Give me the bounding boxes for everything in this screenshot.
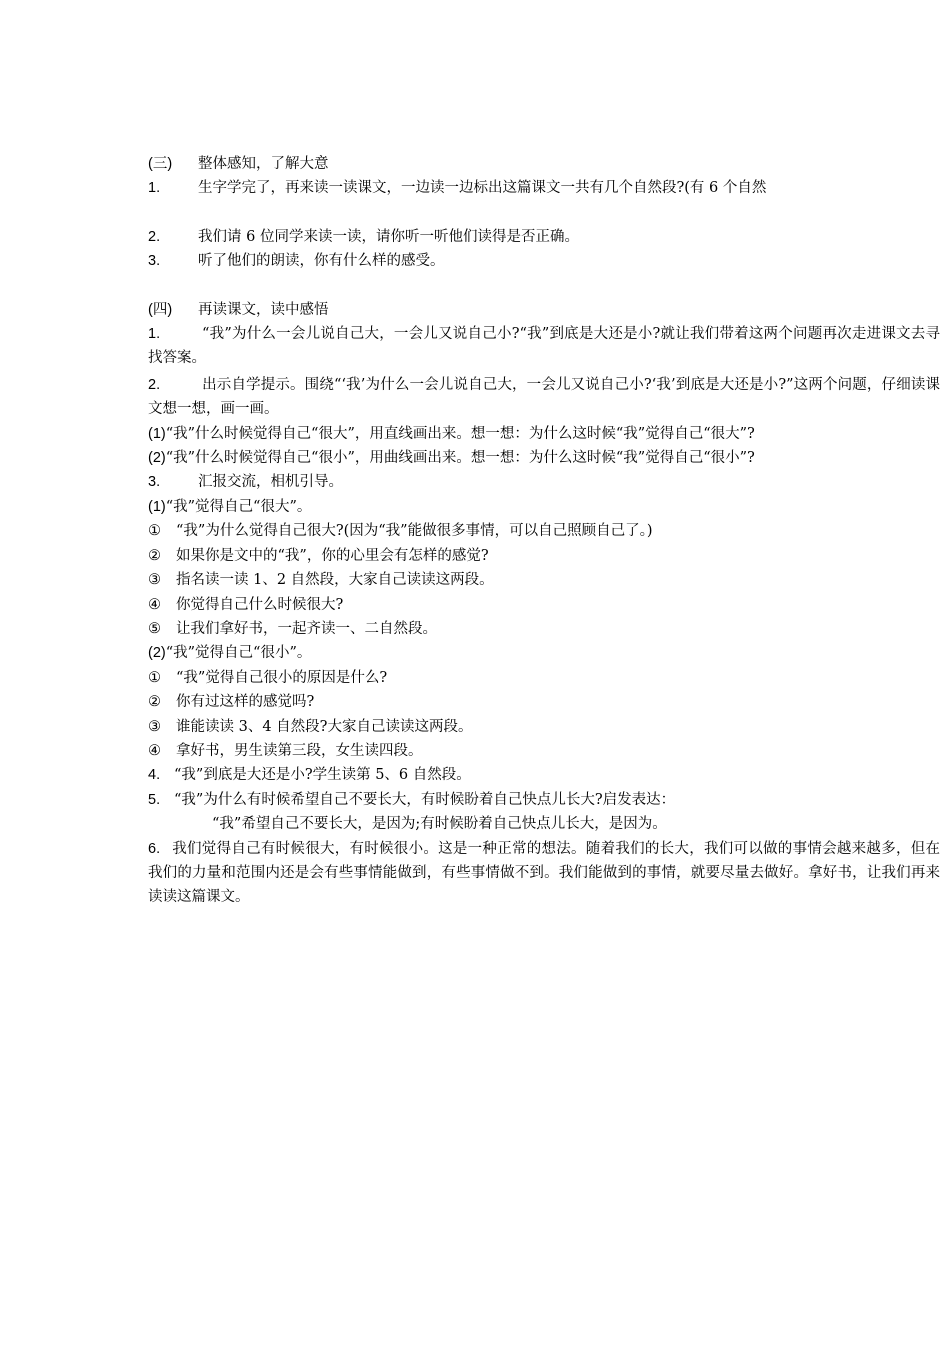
section-4-sub-2 [148, 446, 940, 470]
part-1-point-5 [148, 617, 940, 641]
part-text: “我”觉得自己“很大”。 [165, 498, 312, 515]
item-number: 6. [148, 840, 161, 857]
point-text: 让我们拿好书，一起齐读一、二自然段。 [176, 620, 437, 637]
circled-number: ④ [148, 742, 161, 759]
item-text: 生字学完了，再来读一读课文，一边读一边标出这篇课文一共有几个自然段?(有 6 个自然 [198, 180, 767, 197]
circled-number: ③ [148, 718, 161, 735]
item-number: 1. [148, 180, 161, 197]
document-page [148, 152, 940, 910]
section-4-item-3 [148, 470, 940, 494]
section-3-item-2 [148, 225, 940, 249]
item-text: 出示自学提示。围绕“‘我’为什么一会儿说自己大，一会儿又说自己小?‘我’到底是大还是小?”这两个问题，仔细读课文想一想，画一画。 [148, 376, 940, 418]
item-number: 2. [148, 228, 161, 245]
section-4-item-1 [148, 322, 940, 371]
point-text: 你觉得自己什么时候很大? [176, 596, 344, 613]
part-2-heading [148, 641, 940, 665]
section-4-item-6 [148, 837, 940, 910]
circled-number: ① [148, 669, 161, 686]
section-4-sub-1 [148, 422, 940, 446]
item-number: 1. [148, 326, 161, 343]
item-text: “我”为什么有时候希望自己不要长大，有时候盼着自己快点儿长大?启发表达： [174, 791, 676, 808]
item-text: “我”为什么一会儿说自己大，一会儿又说自己小?“我”到底是大还是小?就让我们带着这两个问题再次走进课文去寻找答案。 [148, 326, 940, 367]
section-3-item-3 [148, 249, 940, 273]
item-number: 3. [148, 253, 161, 270]
part-marker: (1) [148, 498, 166, 515]
section-4-item-5 [148, 788, 940, 812]
circled-number: ③ [148, 572, 161, 589]
sub-text: “我”什么时候觉得自己“很大”，用直线画出来。想一想：为什么这时候“我”觉得自己“很大”? [165, 425, 755, 442]
section-4-item-5-answer: “我”希望自己不要长大，是因为;有时候盼着自己快点儿长大，是因为。 [212, 816, 667, 833]
circled-number: ④ [148, 596, 161, 613]
part-2-point-2 [148, 690, 940, 714]
item-number: 2. [148, 376, 161, 393]
section-3-item-1 [148, 176, 940, 200]
section-3-heading [148, 152, 940, 176]
point-text: 谁能读读 3、4 自然段?大家自己读读这两段。 [176, 718, 473, 735]
point-text: 如果你是文中的“我”，你的心里会有怎样的感觉? [176, 547, 489, 564]
part-2-point-3 [148, 715, 940, 739]
item-number: 4. [148, 767, 161, 784]
sub-text: “我”什么时候觉得自己“很小”，用曲线画出来。想一想：为什么这时候“我”觉得自己“很小”? [165, 450, 755, 467]
section-4-marker: (四) [148, 301, 173, 318]
blank-line [148, 274, 940, 298]
item-text: 我们觉得自己有时候很大，有时候很小。这是一种正常的想法。随着我们的长大，我们可以做的事情会越来越多，但在我们的力量和范围内还是会有些事情能做到，有些事情做不到。我们能做到的事情，就要尽量去做好。拿好书，让我们再来读读这篇课文。 [148, 840, 940, 906]
point-text: 拿好书，男生读第三段，女生读四段。 [176, 742, 423, 759]
part-1-point-4 [148, 593, 940, 617]
part-1-heading [148, 495, 940, 519]
part-2-point-1 [148, 666, 940, 690]
item-number: 3. [148, 474, 161, 491]
part-1-point-2 [148, 544, 940, 568]
circled-number: ② [148, 694, 161, 711]
blank-line [148, 201, 940, 225]
item-text: 我们请 6 位同学来读一读，请你听一听他们读得是否正确。 [198, 228, 579, 245]
section-3-marker: (三) [148, 156, 173, 172]
part-text: “我”觉得自己“很小”。 [165, 645, 312, 662]
item-number: 5. [148, 791, 161, 808]
circled-number: ⑤ [148, 620, 161, 637]
point-text: 你有过这样的感觉吗? [176, 694, 315, 711]
item-text: 汇报交流，相机引导。 [198, 474, 343, 491]
section-3-title: 整体感知，了解大意 [198, 156, 329, 172]
section-4-item-4 [148, 763, 940, 787]
point-text: “我”觉得自己很小的原因是什么? [176, 669, 388, 686]
section-4-title: 再读课文，读中感悟 [198, 301, 329, 318]
sub-marker: (2) [148, 450, 166, 467]
sub-marker: (1) [148, 425, 166, 442]
point-text: “我”为什么觉得自己很大?(因为“我”能做很多事情，可以自己照顾自己了。) [176, 523, 653, 540]
part-1-point-1 [148, 519, 940, 543]
circled-number: ① [148, 523, 161, 540]
circled-number: ② [148, 547, 161, 564]
part-2-point-4 [148, 739, 940, 763]
section-4-heading [148, 298, 940, 322]
point-text: 指名读一读 1、2 自然段，大家自己读读这两段。 [176, 572, 494, 589]
part-1-point-3 [148, 568, 940, 592]
part-marker: (2) [148, 645, 166, 662]
item-text: “我”到底是大还是小?学生读第 5、6 自然段。 [174, 767, 471, 784]
section-4-item-2 [148, 373, 940, 422]
item-text: 听了他们的朗读，你有什么样的感受。 [198, 253, 445, 270]
